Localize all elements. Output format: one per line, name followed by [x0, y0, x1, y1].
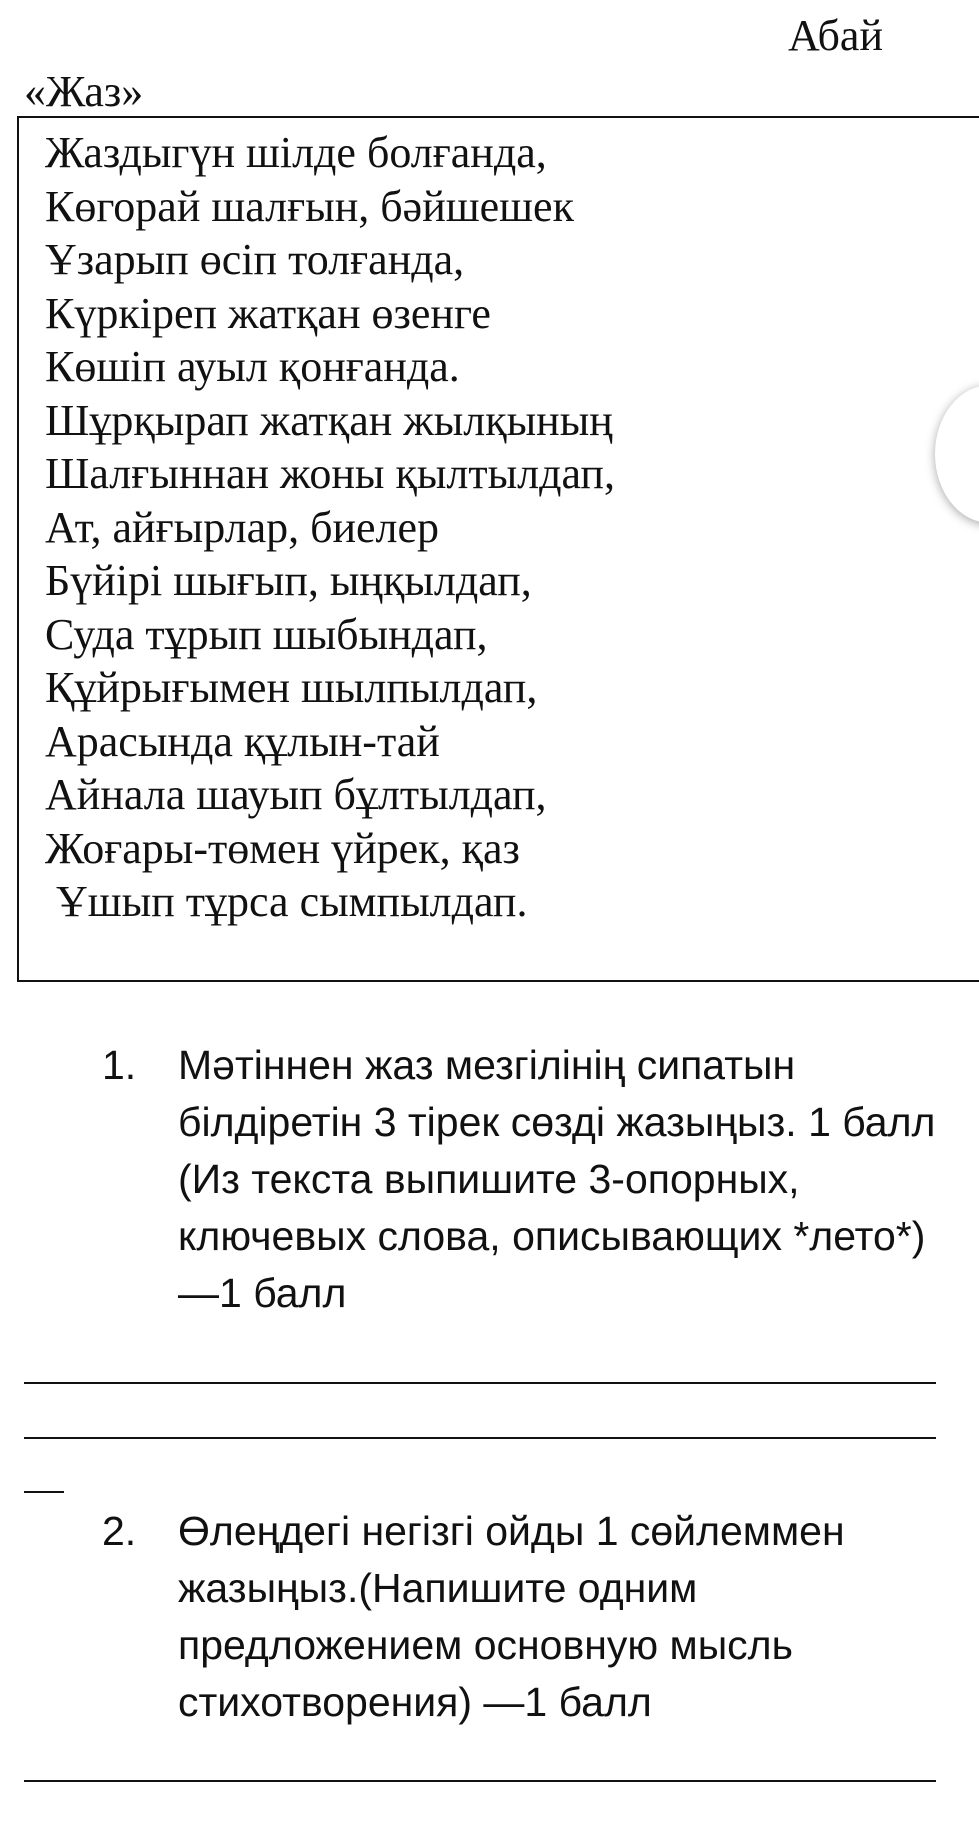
poem-line: Көшіп ауыл қонғанда.	[45, 342, 460, 391]
poem-line: Шұрқырап жатқан жылқының	[45, 395, 613, 445]
poem-line: Жаздыгүн шілде болғанда,	[45, 128, 547, 177]
poem-title: «Жаз»	[24, 67, 144, 116]
answer-line-short	[24, 1491, 64, 1493]
author-name: Абай	[788, 11, 884, 60]
question-number: 2.	[102, 1508, 137, 1554]
question-1	[102, 1037, 938, 1322]
poem-line: Құйрығымен шылпылдап,	[45, 663, 538, 712]
question-text: Мәтіннен жаз мезгілінің сипатын білдіретін 3 тірек сөзді жазыңыз. 1 балл (Из текста выпишите 3-опорных, ключевых слова, описывающих *лето*) —1 балл	[178, 1042, 936, 1316]
question-2	[102, 1503, 938, 1731]
poem-line: Ұшып тұрса сымпылдап.	[45, 877, 528, 926]
poem-line: Көгорай шалғын, бәйшешек	[45, 181, 574, 231]
poem-line: Күркіреп жатқан өзенге	[45, 288, 491, 338]
poem-box	[17, 116, 979, 982]
poem-line: Шалғыннан жоны қылтылдап,	[45, 449, 615, 498]
answer-line	[24, 1780, 936, 1782]
poem-line: Айнала шауып бұлтылдап,	[45, 770, 547, 819]
answer-line	[24, 1382, 936, 1384]
poem-line: Суда тұрып шыбындап,	[45, 609, 488, 659]
poem-line: Арасында құлын-тай	[45, 716, 440, 766]
poem-lines	[45, 126, 615, 929]
poem-line: Ұзарып өсіп толғанда,	[45, 235, 465, 284]
poem-line: Жоғары-төмен үйрек, қаз	[45, 823, 520, 873]
poem-line: Бүйірі шығып, ыңқылдап,	[45, 556, 532, 605]
question-text: Өлеңдегі негізгі ойды 1 сөйлеммен жазыңыз.(Напишите одним предложением основную мысль стихотворения) —1 балл	[178, 1508, 845, 1725]
answer-line	[24, 1437, 936, 1439]
question-number: 1.	[102, 1042, 137, 1088]
poem-line: Ат, айғырлар, биелер	[45, 502, 440, 552]
